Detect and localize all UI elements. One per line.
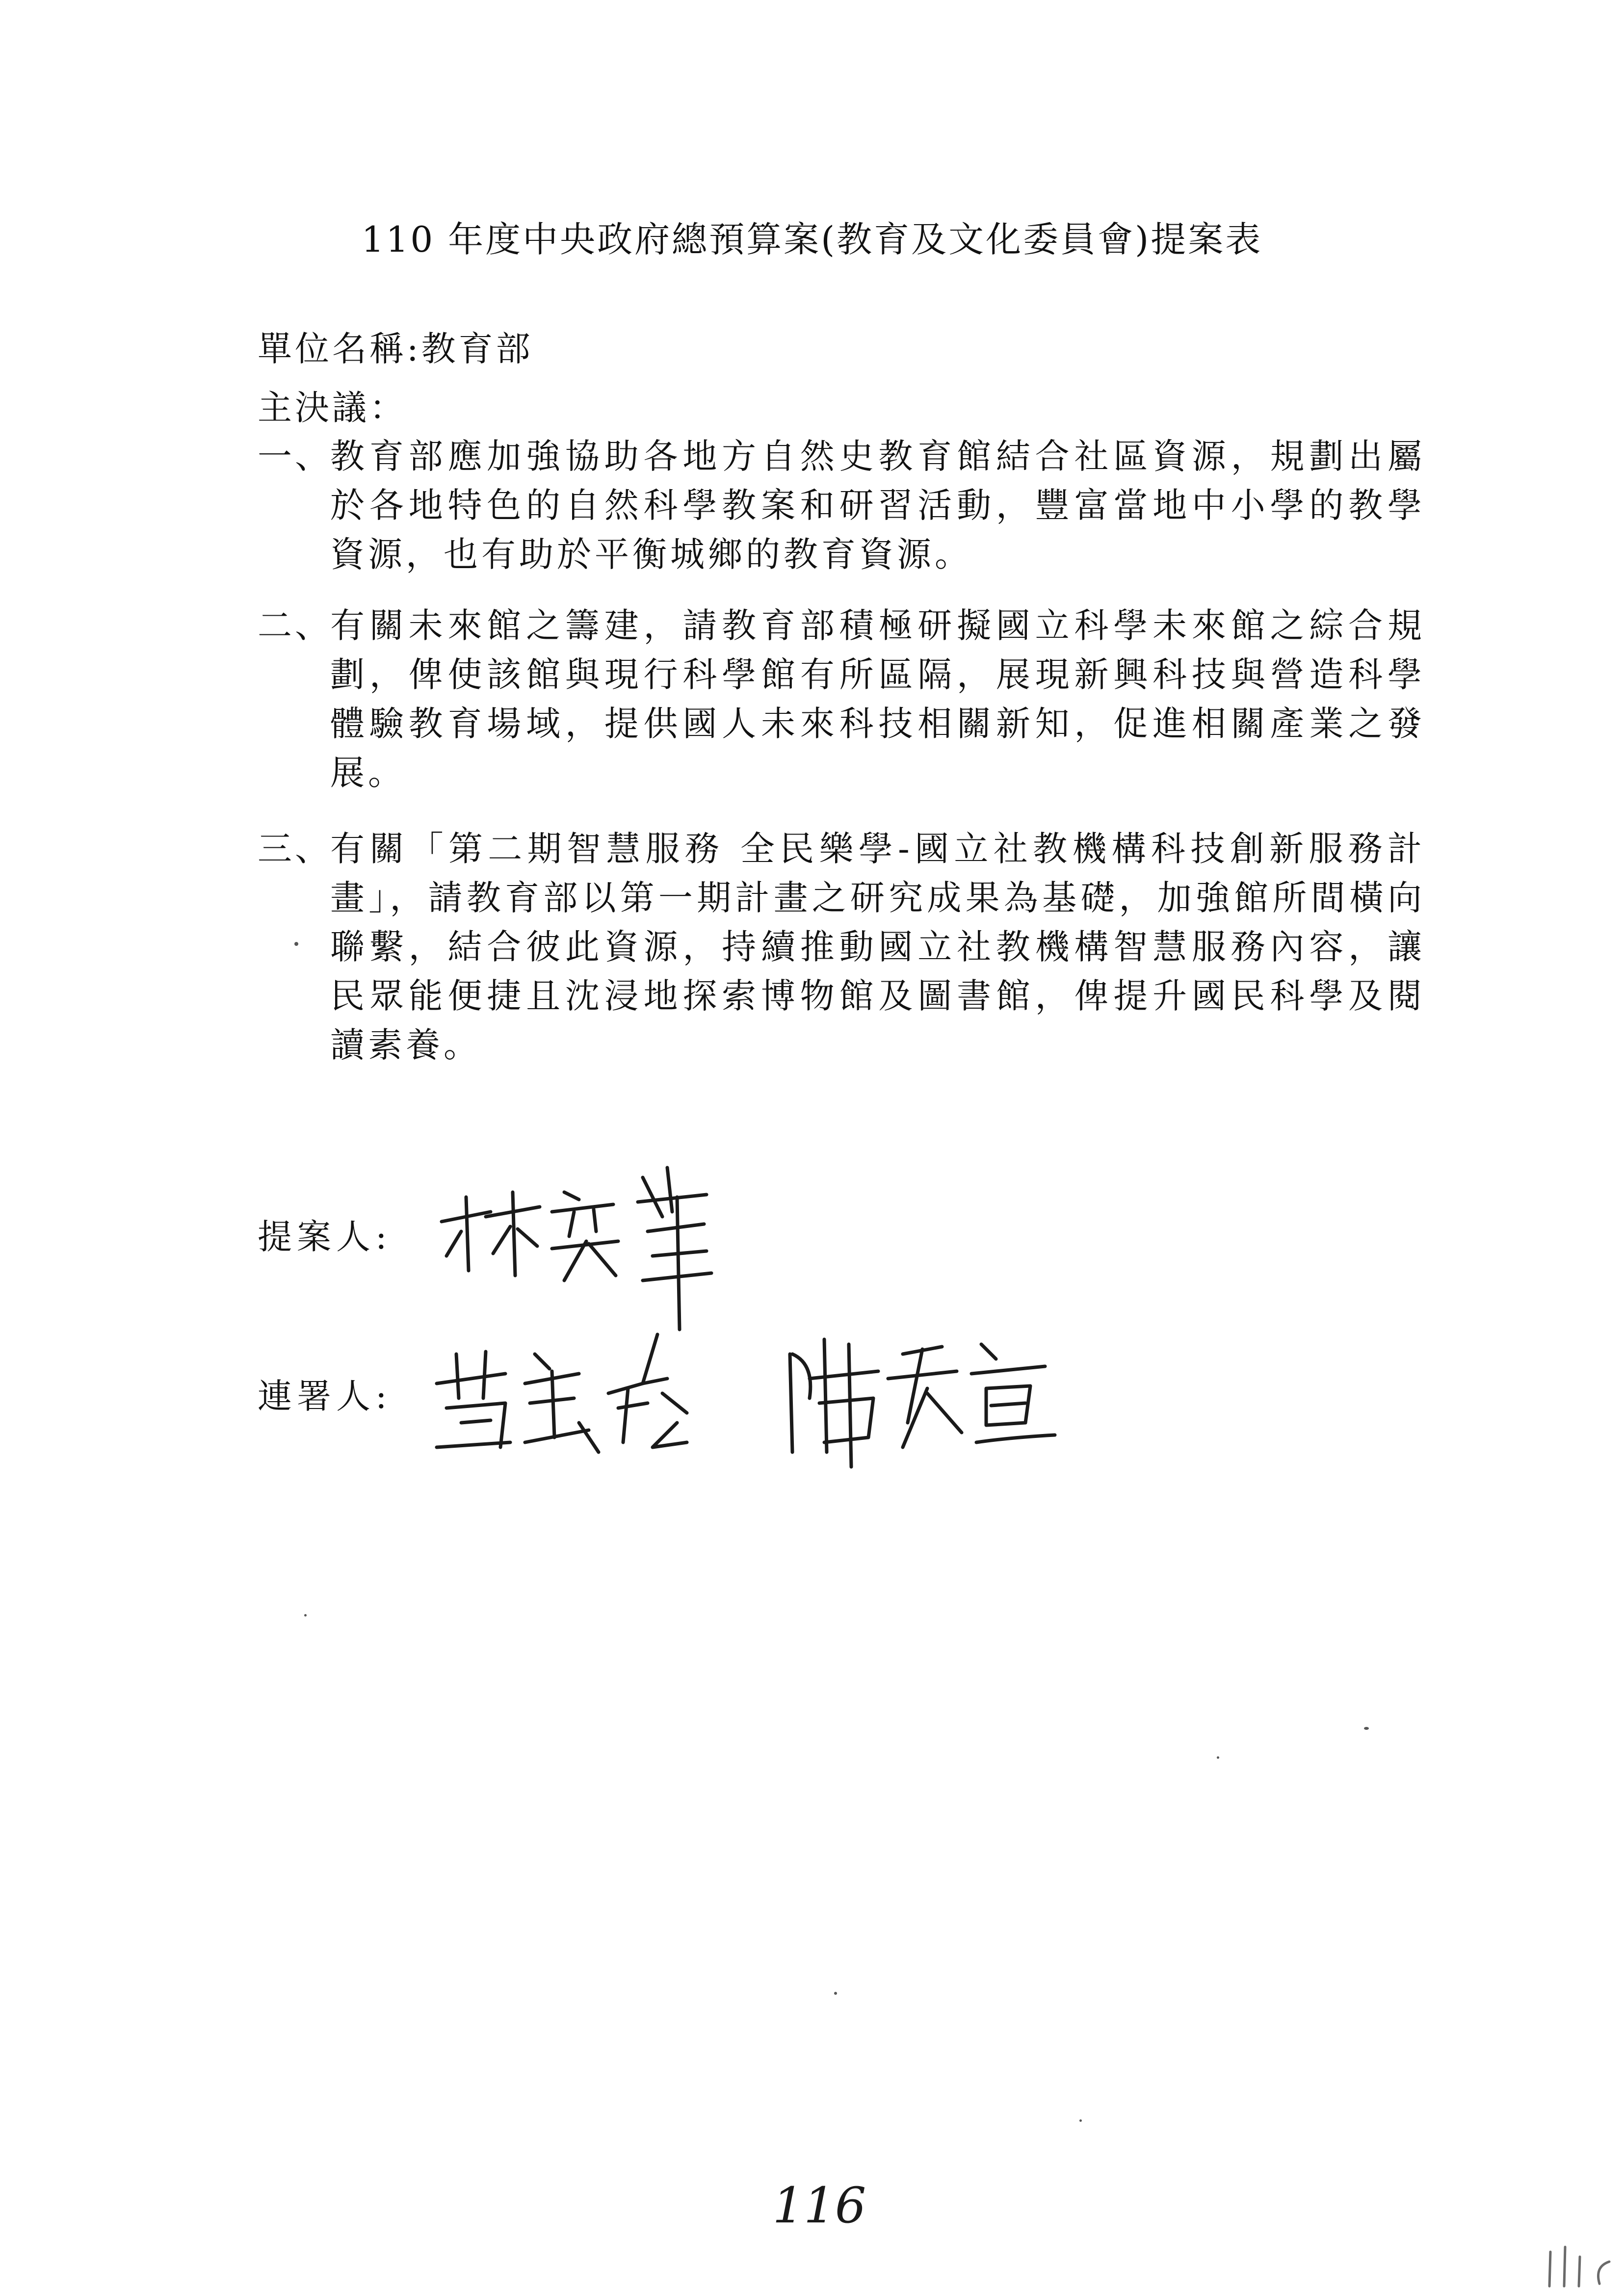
main-resolution-label: 主決議： bbox=[258, 388, 407, 428]
resolution-item bbox=[258, 824, 1425, 1070]
cosigner-signature bbox=[432, 1325, 736, 1472]
page-number-handwritten bbox=[772, 2168, 866, 2247]
item-text: 教育部應加強協助各地方自然史教育館結合社區資源，規劃出屬於各地特色的自然科學教案和研習活動，豐富當地中小學的教學資源，也有助於平衡城鄉的教育資源。 bbox=[330, 436, 1425, 574]
item-number: 三、 bbox=[258, 829, 332, 869]
cosigner-label: 連署人: bbox=[258, 1376, 392, 1416]
scan-speck bbox=[1079, 2119, 1082, 2122]
cosigner-signature bbox=[780, 1325, 1084, 1472]
corner-scan-mark bbox=[1536, 2232, 1619, 2291]
item-text: 有關未來館之籌建，請教育部積極研擬國立科學未來館之綜合規劃，俾使該館與現行科學館有所區隔，展現新興科技與營造科學體驗教育場域，提供國人未來科技相關新知，促進相關產業之發展。 bbox=[330, 605, 1425, 793]
proposer-label: 提案人: bbox=[258, 1217, 392, 1257]
proposer-signature bbox=[432, 1158, 736, 1334]
item-number: 一、 bbox=[258, 436, 332, 476]
item-text: 有關「第二期智慧服務 全民樂學-國立社教機構科技創新服務計畫」，請教育部以第一期計畫之研究成果為基礎，加強館所間橫向聯繫，結合彼此資源，持續推動國立社教機構智慧服務內容，讓民眾能便捷且沈浸地探索博物館及圖書館，俾提升國民科學及閱讀素養。 bbox=[330, 829, 1425, 1065]
unit-name-line: 單位名稱:教育部 bbox=[258, 329, 533, 369]
resolution-item bbox=[258, 601, 1425, 797]
scan-speck bbox=[1364, 1727, 1369, 1730]
scan-speck bbox=[294, 942, 298, 946]
page-number-text: 116 bbox=[772, 2177, 866, 2234]
scan-speck bbox=[834, 1992, 837, 1995]
resolution-item bbox=[258, 432, 1425, 579]
scan-speck bbox=[1217, 1756, 1219, 1759]
scan-speck bbox=[304, 1614, 307, 1617]
document-title: 110 年度中央政府總預算案(教育及文化委員會)提案表 bbox=[361, 219, 1263, 260]
item-number: 二、 bbox=[258, 605, 332, 646]
